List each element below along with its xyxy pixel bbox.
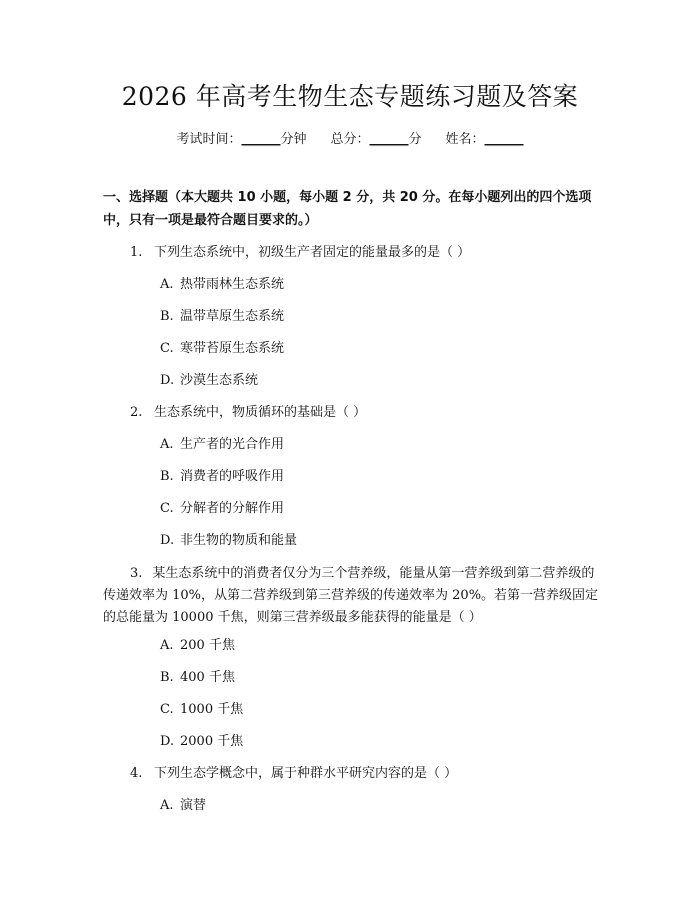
option-text: 消费者的呼吸作用 — [180, 469, 285, 484]
score-blank: ______ — [369, 132, 409, 147]
option-letter: D. — [160, 373, 175, 388]
option-text: 400 千焦 — [180, 670, 235, 685]
time-blank: ______ — [241, 132, 281, 147]
option-letter: D. — [160, 533, 175, 548]
section-heading: 一、选择题（本大题共 10 小题，每小题 2 分，共 20 分。在每小题列出的四个选项中，只有一项是最符合题目要求的。） — [103, 190, 592, 228]
exam-meta-line — [0, 130, 700, 150]
option-letter: C. — [160, 341, 174, 356]
question-2 — [130, 403, 600, 423]
option-text: 寒带苔原生态系统 — [180, 341, 285, 356]
page-title: 2026 年高考生物生态专题练习题及答案 — [121, 82, 579, 111]
option-letter: C. — [160, 702, 174, 717]
option-text: 生产者的光合作用 — [180, 437, 285, 452]
question-1-option-c — [160, 339, 600, 359]
question-1-option-d — [160, 371, 600, 391]
option-text: 1000 千焦 — [180, 702, 244, 717]
question-number: 3. — [130, 566, 143, 581]
question-1 — [130, 243, 600, 263]
question-4 — [130, 764, 600, 784]
exam-time — [176, 130, 306, 150]
name-label: 姓名： — [445, 132, 485, 147]
option-letter: D. — [160, 734, 175, 749]
question-3-option-a — [160, 636, 600, 656]
question-1-option-a — [160, 275, 600, 295]
question-1-option-b — [160, 307, 600, 327]
option-text: 200 千焦 — [180, 638, 235, 653]
option-letter: A. — [160, 437, 174, 452]
option-letter: A. — [160, 638, 174, 653]
option-text: 非生物的物质和能量 — [180, 533, 298, 548]
time-label: 考试时间： — [176, 132, 242, 147]
question-number: 1. — [130, 245, 143, 260]
question-number: 4. — [130, 766, 143, 781]
question-number: 2. — [130, 405, 143, 420]
question-3-option-b — [160, 668, 600, 688]
question-stem: 某生态系统中的消费者仅分为三个营养级，能量从第一营养级到第二营养级的传递效率为 10%，从第二营养级到第三营养级的传递效率为 20%。若第一营养级固定的总能量为 10000 千焦，则第三营养级最多能获得的能量是（ ） — [103, 566, 599, 625]
option-text: 温带草原生态系统 — [180, 309, 285, 324]
option-text: 沙漠生态系统 — [180, 373, 259, 388]
total-score — [330, 130, 421, 150]
question-stem: 下列生态系统中，初级生产者固定的能量最多的是（ ） — [154, 245, 471, 260]
score-label: 总分： — [330, 132, 370, 147]
question-4-option-a — [160, 796, 600, 816]
question-stem: 生态系统中，物质循环的基础是（ ） — [154, 405, 367, 420]
score-unit: 分 — [408, 132, 422, 147]
question-2-option-d — [160, 531, 600, 551]
option-letter: B. — [160, 309, 174, 324]
question-stem: 下列生态学概念中，属于种群水平研究内容的是（ ） — [154, 766, 458, 781]
question-2-option-c — [160, 499, 600, 519]
question-3-option-c — [160, 700, 600, 720]
option-letter: A. — [160, 798, 174, 813]
option-letter: C. — [160, 501, 174, 516]
option-text: 热带雨林生态系统 — [180, 277, 285, 292]
time-unit: 分钟 — [280, 132, 307, 147]
question-2-option-a — [160, 435, 600, 455]
option-text: 分解者的分解作用 — [180, 501, 285, 516]
option-letter: B. — [160, 670, 174, 685]
question-3 — [103, 563, 600, 629]
student-name — [446, 130, 524, 150]
question-3-option-d — [160, 732, 600, 752]
option-text: 演替 — [180, 798, 207, 813]
option-letter: B. — [160, 469, 174, 484]
option-text: 2000 千焦 — [180, 734, 244, 749]
option-letter: A. — [160, 277, 174, 292]
name-blank: ______ — [484, 132, 524, 147]
question-2-option-b — [160, 467, 600, 487]
